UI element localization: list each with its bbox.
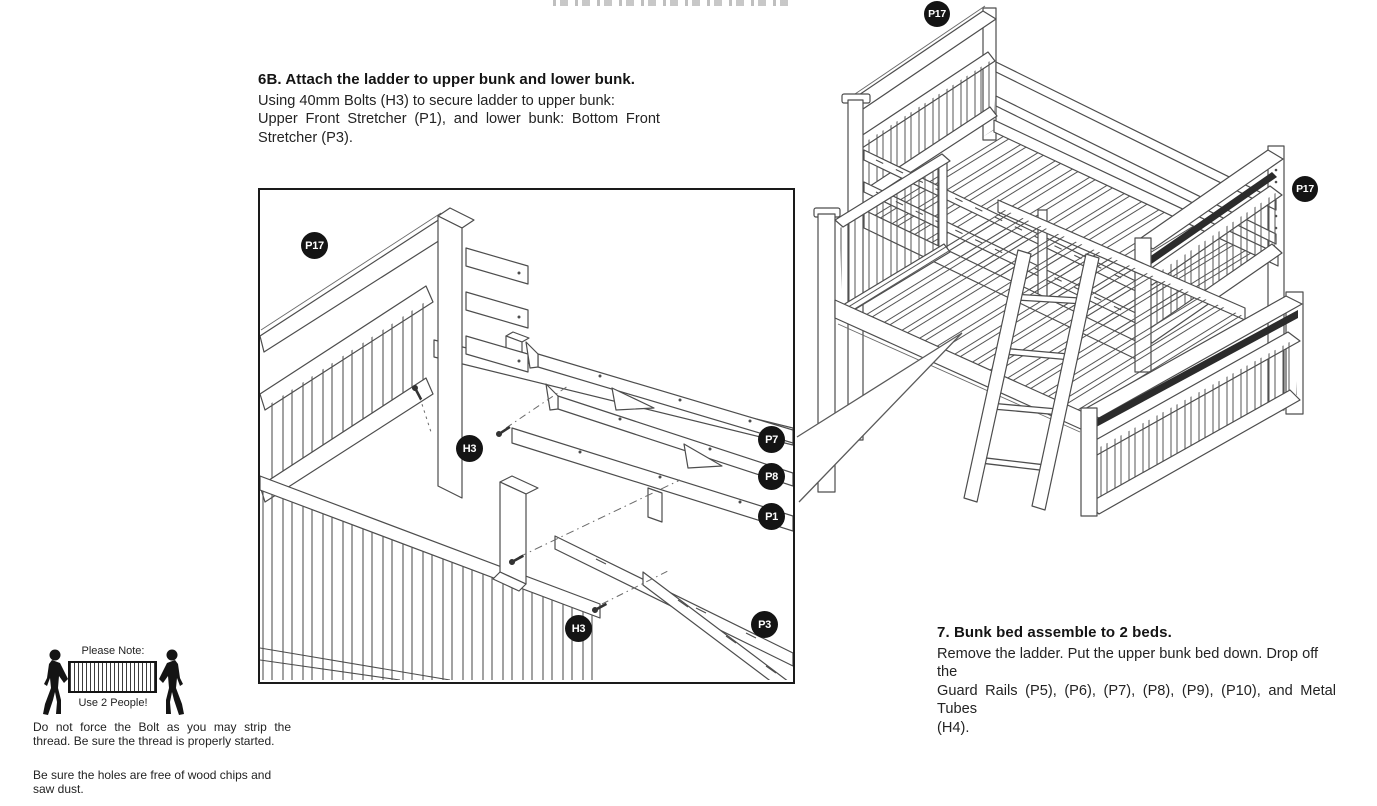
badge-p17: P17 bbox=[301, 232, 328, 259]
please-note-label: Please Note: bbox=[81, 645, 145, 657]
upper-front-stretcher-p1 bbox=[512, 428, 793, 531]
lower-headboard-panel bbox=[260, 476, 600, 680]
two-people-warning bbox=[40, 644, 188, 718]
text-line: saw dust. bbox=[33, 781, 84, 796]
text-line: thread. Be sure the thread is properly started. bbox=[33, 733, 275, 748]
ladder-rung-boards bbox=[466, 248, 528, 372]
badge-h3-lower: H3 bbox=[565, 615, 592, 642]
text-line: Do not force the Bolt as you may strip the bbox=[33, 720, 291, 734]
text-line: Upper Front Stretcher (P1), and lower bunk: Bottom Front bbox=[258, 111, 660, 128]
upper-bunk-corner bbox=[260, 213, 448, 502]
badge-p17-top: P17 bbox=[924, 1, 950, 27]
badge-h3-upper: H3 bbox=[456, 435, 483, 462]
badge-p3: P3 bbox=[751, 611, 778, 638]
slatted-panel-icon bbox=[68, 661, 157, 693]
badge-p8: P8 bbox=[758, 463, 785, 490]
step-6b-heading: 6B. Attach the ladder to upper bunk and lower bunk. bbox=[258, 71, 636, 88]
step-7-heading: 7. Bunk bed assemble to 2 beds. bbox=[937, 624, 1172, 641]
text-line: Using 40mm Bolts (H3) to secure ladder to upper bunk: bbox=[258, 93, 615, 109]
step-6b-body bbox=[258, 92, 660, 147]
badge-p17-right: P17 bbox=[1292, 176, 1318, 202]
bunk-bed-illustration bbox=[790, 0, 1377, 730]
text-line: Guard Rails (P5), (P6), (P7), (P8), (P9), (P10), and Metal Tubes bbox=[937, 682, 1336, 718]
badge-p1: P1 bbox=[758, 503, 785, 530]
guard-rail-p7 bbox=[526, 342, 793, 443]
bunk-bed-diagram bbox=[790, 0, 1377, 730]
detail-diagram-box bbox=[258, 188, 795, 684]
step-6b-instructions bbox=[258, 71, 660, 147]
text-line: Stretcher (P3). bbox=[258, 129, 353, 146]
bolt-h3-upper-icon bbox=[495, 424, 512, 438]
step-7-body bbox=[937, 645, 1336, 737]
step-7-instructions bbox=[937, 624, 1336, 737]
bolt-warning-text bbox=[33, 721, 291, 749]
front-post bbox=[493, 476, 538, 591]
cropped-text-remnant bbox=[553, 0, 791, 6]
text-line: Remove the ladder. Put the upper bunk bed down. Drop off the bbox=[937, 646, 1319, 681]
wood-chips-warning-text bbox=[33, 769, 291, 797]
badge-p7: P7 bbox=[758, 426, 785, 453]
ladder-attachment-diagram bbox=[260, 190, 793, 680]
text-line: (H4). bbox=[937, 719, 970, 736]
use-2-people-label: Use 2 People! bbox=[78, 697, 148, 709]
text-line: Be sure the holes are free of wood chips and bbox=[33, 768, 272, 782]
